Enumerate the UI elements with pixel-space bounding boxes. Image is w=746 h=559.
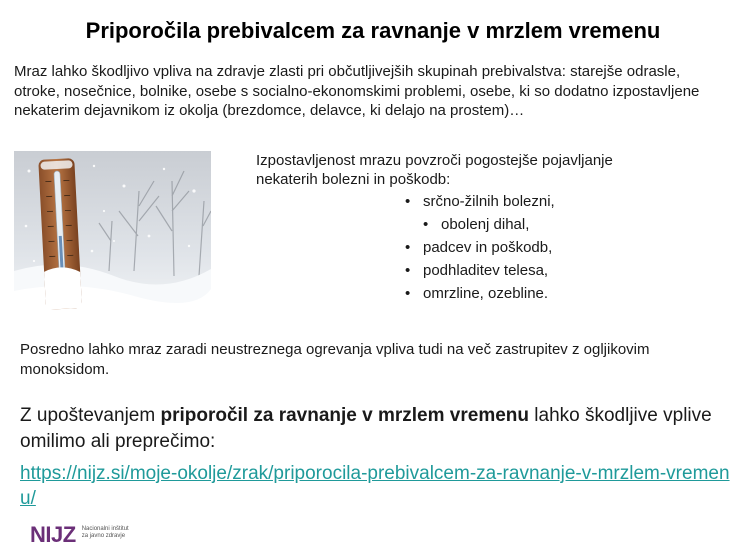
logo-subtitle <box>82 526 142 540</box>
nijz-logo <box>30 522 142 552</box>
list-item: • obolenj dihal, <box>405 213 625 236</box>
recommendation-paragraph <box>20 403 720 455</box>
carbon-monoxide-paragraph: Posredno lahko mraz zaradi neustreznega ogrevanja vpliva tudi na več zastrupitev z ogljikovim monoksidom. <box>20 341 650 378</box>
recommendation-text-bold: priporočil za ravnanje v mrzlem vremenu <box>160 405 529 426</box>
logo-subtitle-line: za javno zdravje <box>81 533 126 539</box>
recommendations-link[interactable]: https://nijz.si/moje-okolje/zrak/priporocila-prebivalcem-za-ravnanje-v-mrzlem-vremenu/ <box>20 463 730 509</box>
recommendation-text-end: lahko škodljive vplive omilimo ali preprečimo: <box>20 405 712 452</box>
list-item: • omrzline, ozebline. <box>405 282 625 305</box>
diseases-list <box>405 190 625 305</box>
recommendation-text-start: Z upoštevanjem <box>20 405 161 426</box>
intro-paragraph: Mraz lahko škodljivo vpliva na zdravje zlasti pri občutljivejših skupinah prebivalstva: starejše odrasle, otroke, nosečnice, bolnike, osebe s socialno-ekonomskimi problemi, osebe, ki so dodatno izpostavljene nekaterim dejavnikom iz okolja (brezdomce, delavce, ki delajo na prostem)… <box>14 63 700 119</box>
page-title: Priporočila prebivalcem za ravnanje v mrzlem vremenu <box>85 18 661 43</box>
list-item: • podhladitev telesa, <box>405 259 625 282</box>
thermometer-in-snow-icon <box>14 151 211 318</box>
exposure-paragraph: Izpostavljenost mrazu povzroči pogostejše pojavljanje nekaterih bolezni in poškodb: <box>256 152 613 188</box>
logo-text: NIJZ <box>30 522 76 547</box>
list-item: • padcev in poškodb, <box>405 236 625 259</box>
list-item: • srčno-žilnih bolezni, <box>405 190 625 213</box>
logo-subtitle-line: Nacionalni inštitut <box>81 526 129 532</box>
